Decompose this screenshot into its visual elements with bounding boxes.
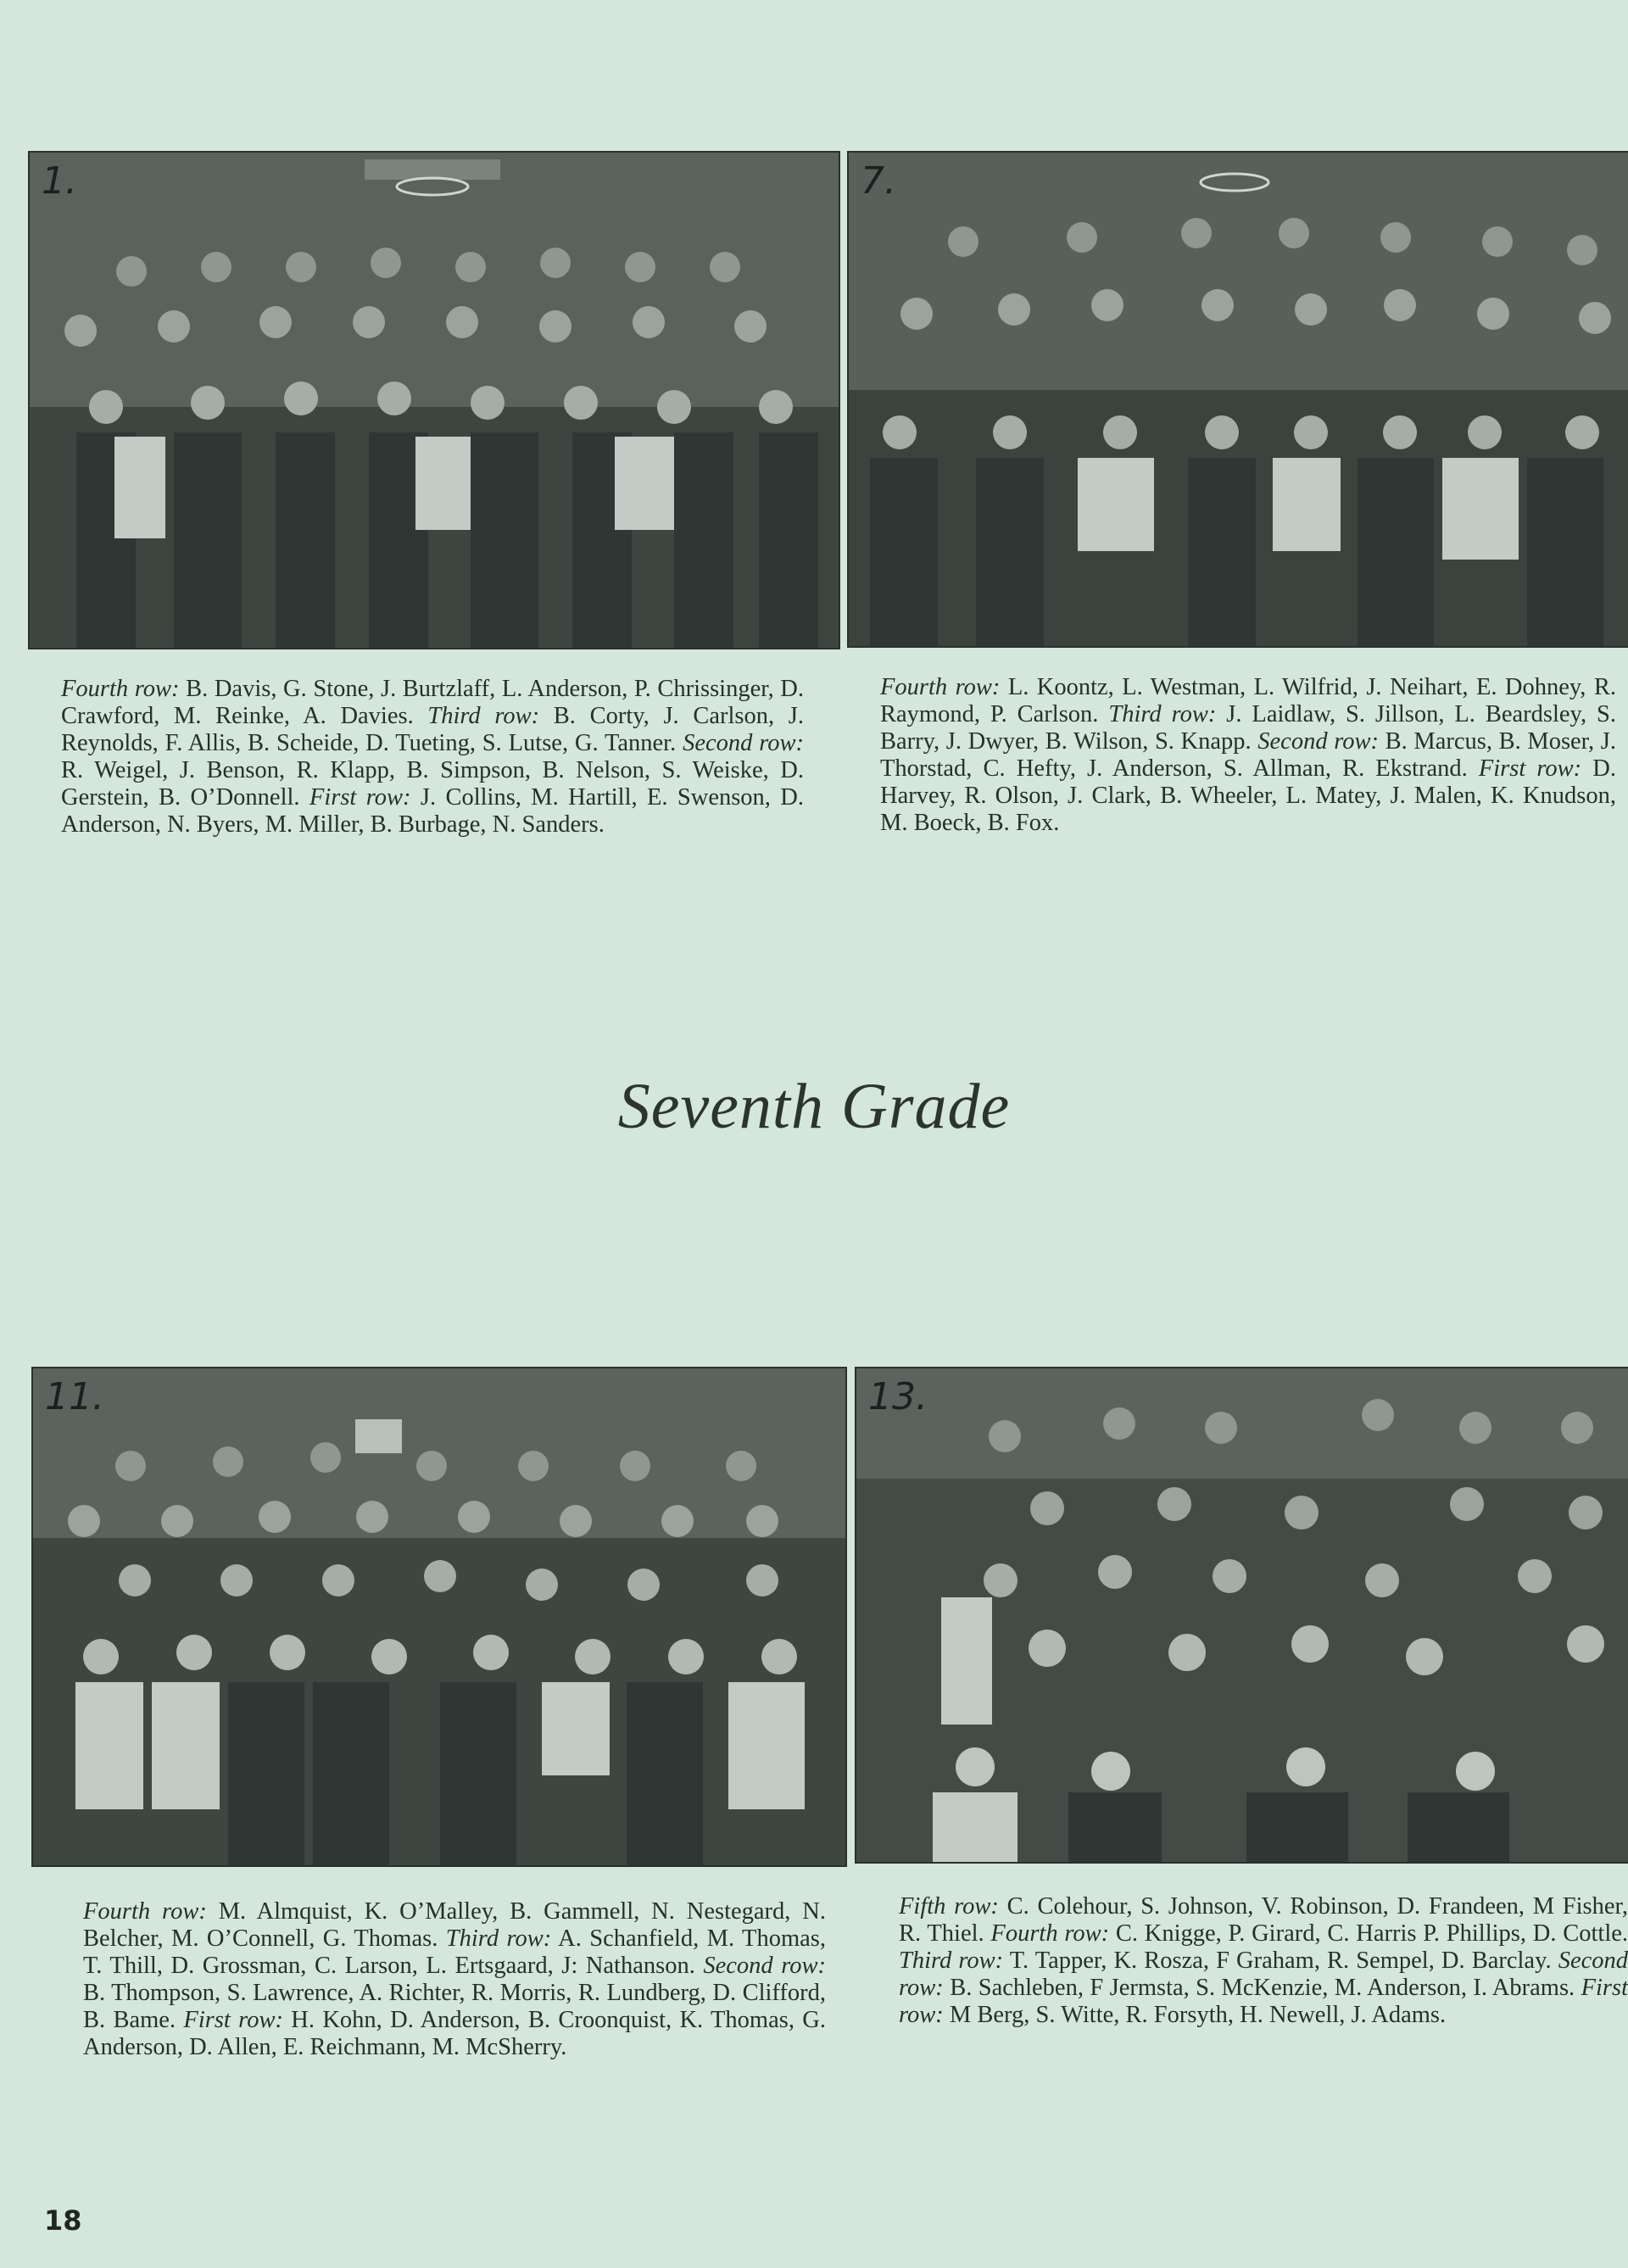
row-label: Third row: [427,703,540,729]
row-names: D. Harvey, R. Olson, J. Clark, B. Wheeler, L. Matey, J. Malen, K. Knudson, M. Boeck, B. Fox. [880,755,1616,836]
row-label: First row: [183,2007,283,2033]
row-names: B. Thompson, S. Lawrence, A. Richter, R. Morris, R. Lundberg, D. Clifford, B. Bame. [83,1980,826,2033]
class-photo-1-image [30,153,839,648]
row-label: Fourth row: [83,1898,207,1925]
row-names: M Berg, S. Witte, R. Forsyth, H. Newell, J. Adams. [943,2002,1447,2028]
photo-number: 7. [861,159,896,203]
class-photo-7 [847,151,1628,648]
row-names: T. Tapper, K. Rosza, F Graham, R. Sempel, D. Barclay. [1003,1948,1558,1974]
row-label: First row: [1478,755,1582,782]
row-label: Second row: [683,730,804,756]
row-label: Second row: [703,1953,826,1979]
row-names: B. Corty, J. Carlson, J. Reynolds, F. Allis, B. Scheide, D. Tueting, S. Lutse, G. Tanner. [61,703,804,756]
row-names: B. Sachleben, F Jermsta, S. McKenzie, M. Anderson, I. Abrams. [943,1975,1581,2001]
row-names: M. Almquist, K. O’Malley, B. Gammell, N. Nestegard, N. Belcher, M. O’Connell, G. Thomas. [83,1898,827,1952]
row-names: A. Schanfield, M. Thomas, T. Thill, D. Grossman, C. Larson, L. Ertsgaard, J: Nathanson. [83,1925,826,1979]
photo-number: 1. [42,159,77,203]
row-names: B. Marcus, B. Moser, J. Thorstad, C. Hefty, J. Anderson, S. Allman, R. Ekstrand. [880,728,1616,782]
class-photo-11-image [33,1368,845,1865]
row-names: J. Laidlaw, S. Jillson, L. Beardsley, S. Barry, J. Dwyer, B. Wilson, S. Knapp. [880,701,1616,755]
row-label: Fifth row: [899,1893,999,1920]
row-names: C. Knigge, P. Girard, C. Harris P. Phillips, D. Cottle. [1109,1920,1628,1947]
class-photo-13-image [856,1368,1628,1862]
class-photo-11 [31,1367,847,1867]
row-label: Fourth row: [990,1920,1110,1947]
row-names: J. Collins, M. Hartill, E. Swenson, D. Anderson, N. Byers, M. Miller, B. Burbage, N. Sanders. [61,784,804,838]
row-names: H. Kohn, D. Anderson, B. Croonquist, K. Thomas, G. Anderson, D. Allen, E. Reichmann, M. McSherry. [83,2007,826,2060]
row-label: First row: [899,1975,1628,2028]
photo-caption [61,676,804,839]
row-label: Fourth row: [880,674,1001,700]
photo-caption [899,1893,1628,2029]
class-photo-13 [855,1367,1628,1864]
row-names: L. Koontz, L. Westman, L. Wilfrid, J. Neihart, E. Dohney, R. Raymond, P. Carlson. [880,674,1616,727]
row-label: First row: [309,784,411,811]
row-label: Second row: [1257,728,1379,755]
photo-number: 11. [45,1375,104,1418]
row-label: Third row: [1108,701,1217,727]
row-names: R. Weigel, J. Benson, R. Klapp, B. Simpson, B. Nelson, S. Weiske, D. Gerstein, B. O’Donnell. [61,757,804,811]
photo-caption [880,674,1616,837]
page-number: 18 [44,2204,82,2237]
row-label: Third row: [899,1948,1004,1974]
row-label: Fourth row: [61,676,180,702]
photo-number: 13. [868,1375,928,1418]
class-photo-7-image [849,153,1628,646]
row-label: Third row: [445,1925,552,1952]
row-names: B. Davis, G. Stone, J. Burtzlaff, L. Anderson, P. Chrissinger, D. Crawford, M. Reinke, A. Davies. [61,676,805,729]
row-names: C. Colehour, S. Johnson, V. Robinson, D. Frandeen, M Fisher, R. Thiel. [899,1893,1628,1947]
row-label: Second row: [899,1948,1628,2001]
photo-caption [83,1898,826,2061]
page-title: Seventh Grade [617,1071,1011,1142]
class-photo-1 [28,151,840,649]
